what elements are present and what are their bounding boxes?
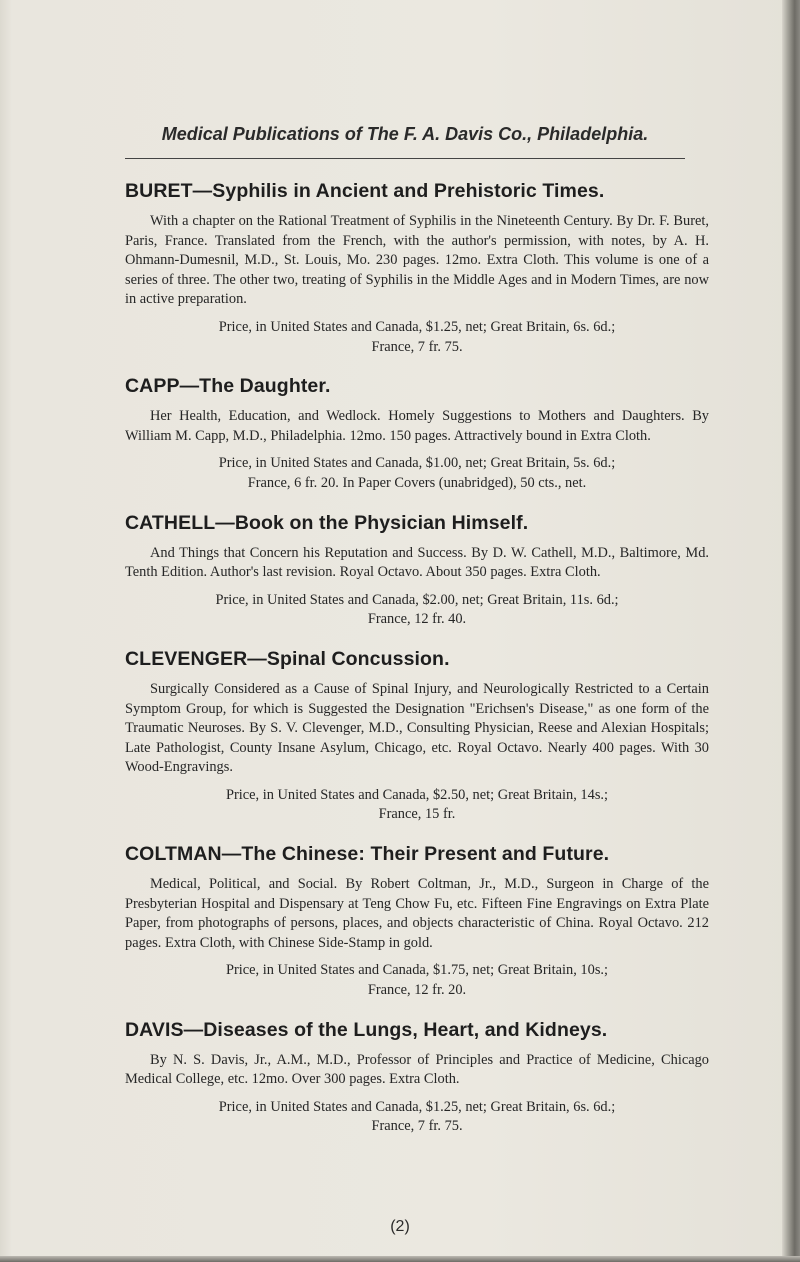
price-line: Price, in United States and Canada, $2.50, net; Great Britain, 14s.;: [225, 786, 609, 803]
catalog-entry-clevenger: [125, 648, 709, 825]
entry-title: DAVIS—Diseases of the Lungs, Heart, and Kidneys.: [125, 1018, 608, 1041]
entry-description: With a chapter on the Rational Treatment of Syphilis in the Nineteenth Century. By Dr. F. Buret, Paris, France. Translated from the French, with the author's permission, with notes, by A. H. Ohmann-Dumesnil, M.D., St. Louis, Mo. 230 pages. 12mo. Extra Cloth. This volume is one of a series of three. The other two, treating of Syphilis in the Middle Ages and in Modern Times, are now in active preparation.: [125, 213, 709, 308]
entry-title: CAPP—The Daughter.: [125, 375, 331, 398]
page-edge-bottom: [0, 1256, 800, 1262]
header-rule: [125, 158, 685, 159]
price-line-france: France, 7 fr. 75.: [371, 338, 463, 355]
page-number: (2): [390, 1218, 410, 1235]
price-line: Price, in United States and Canada, $1.75, net; Great Britain, 10s.;: [225, 962, 609, 979]
page-header: Medical Publications of The F. A. Davis Co., Philadelphia.: [161, 124, 649, 144]
catalog-entry-capp: [125, 375, 709, 493]
entry-price: [125, 1098, 709, 1137]
price-line: Price, in United States and Canada, $2.00, net; Great Britain, 11s. 6d.;: [215, 591, 619, 608]
price-line: Price, in United States and Canada, $1.25, net; Great Britain, 6s. 6d.;: [218, 318, 616, 335]
entry-price: [125, 961, 709, 1000]
price-line: Price, in United States and Canada, $1.00, net; Great Britain, 5s. 6d.;: [218, 455, 616, 472]
entry-title: CATHELL—Book on the Physician Himself.: [125, 511, 529, 534]
catalog-entry-cathell: [125, 512, 709, 630]
entry-price: [125, 591, 709, 630]
entry-price: [125, 786, 709, 825]
price-line-france: France, 12 fr. 20.: [367, 982, 467, 999]
entry-description: By N. S. Davis, Jr., A.M., M.D., Professor of Principles and Practice of Medicine, Chicago Medical College, etc. 12mo. Over 300 pages. Extra Cloth.: [125, 1051, 709, 1088]
price-line-france: France, 15 fr.: [378, 806, 456, 823]
entry-title: COLTMAN—The Chinese: Their Present and Future.: [125, 843, 610, 866]
entry-description: Her Health, Education, and Wedlock. Homely Suggestions to Mothers and Daughters. By William M. Capp, M.D., Philadelphia. 12mo. 150 pages. Attractively bound in Extra Cloth.: [125, 408, 709, 444]
entry-title: BURET—Syphilis in Ancient and Prehistoric Times.: [125, 180, 605, 202]
catalog-entry-buret: [125, 180, 709, 357]
entry-title: CLEVENGER—Spinal Concussion.: [125, 647, 450, 670]
entry-price: [125, 318, 709, 357]
entry-description: Surgically Considered as a Cause of Spinal Injury, and Neurologically Restricted to a Certain Symptom Group, for which is Suggested the Designation "Erichsen's Disease," as one form of the Traumatic Neuroses. By S. V. Clevenger, M.D., Consulting Physician, Reese and Alexian Hospitals; Late Pathologist, County Insane Asylum, Chicago, etc. Royal Octavo. Nearly 400 pages. With 30 Wood-Engravings.: [125, 680, 709, 776]
catalog-entry-coltman: [125, 843, 709, 1001]
page-edge-right: [782, 0, 800, 1262]
price-line-france: France, 7 fr. 75.: [371, 1118, 463, 1135]
entry-price: [125, 454, 709, 493]
catalog-list: [125, 180, 709, 1155]
price-line-france: France, 6 fr. 20. In Paper Covers (unabridged), 50 cts., net.: [247, 474, 587, 491]
price-line-france: France, 12 fr. 40.: [367, 611, 467, 628]
price-line: Price, in United States and Canada, $1.25, net; Great Britain, 6s. 6d.;: [218, 1098, 616, 1115]
catalog-entry-davis: [125, 1019, 709, 1137]
entry-description: And Things that Concern his Reputation and Success. By D. W. Cathell, M.D., Baltimore, Md. Tenth Edition. Author's last revision. Royal Octavo. About 350 pages. Extra Cloth.: [125, 544, 709, 581]
entry-description: Medical, Political, and Social. By Robert Coltman, Jr., M.D., Surgeon in Charge of the Presbyterian Hospital and Dispensary at Teng Chow Fu, etc. Fifteen Fine Engravings on Extra Plate Paper, from photographs of persons, places, and objects characteristic of China. Royal Octavo. 212 pages. Extra Cloth, with Chinese Side-Stamp in gold.: [125, 876, 709, 951]
